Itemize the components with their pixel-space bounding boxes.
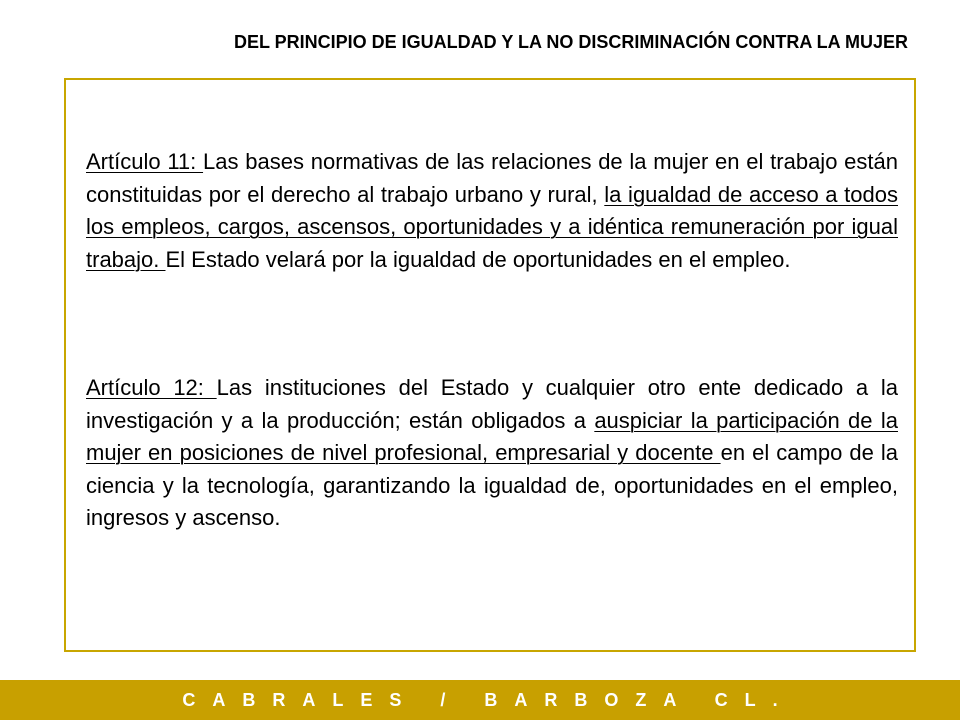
- footer-bar: [0, 680, 960, 720]
- footer-text: CABRALES / BARBOZA CL.: [182, 689, 795, 710]
- article-12-label: Artículo 12:: [86, 375, 217, 400]
- article-11-label: Artículo 11:: [86, 149, 204, 174]
- article-11-text-1: Las bases normativas de las relaciones de la mujer en el trabajo están constituidas por el derecho al trabajo urbano y rural,: [86, 149, 898, 207]
- article-11-underlined: la igualdad de acceso a todos los empleos, cargos, ascensos, oportunidades y a idéntica remuneración por igual trabajo.: [86, 181, 898, 272]
- article-12-text-1: Las instituciones del Estado y cualquier otro ente dedicado a la investigación y a la producción; están obligados a: [86, 375, 898, 433]
- slide-title: DEL PRINCIPIO DE IGUALDAD Y LA NO DISCRIMINACIÓN CONTRA LA MUJER: [233, 32, 908, 52]
- article-11-text-2: El Estado velará por la igualdad de oportunidades en el empleo.: [165, 246, 791, 272]
- article-12-text-2: en el campo de la ciencia y la tecnología, garantizando la igualdad de, oportunidades en el empleo, ingresos y ascenso.: [86, 440, 899, 530]
- article-12-underlined: auspiciar la participación de la mujer en posiciones de nivel profesional, empresarial y docente: [86, 407, 898, 465]
- content-box: [64, 78, 916, 652]
- article-12: [86, 372, 898, 535]
- article-11: [86, 146, 898, 276]
